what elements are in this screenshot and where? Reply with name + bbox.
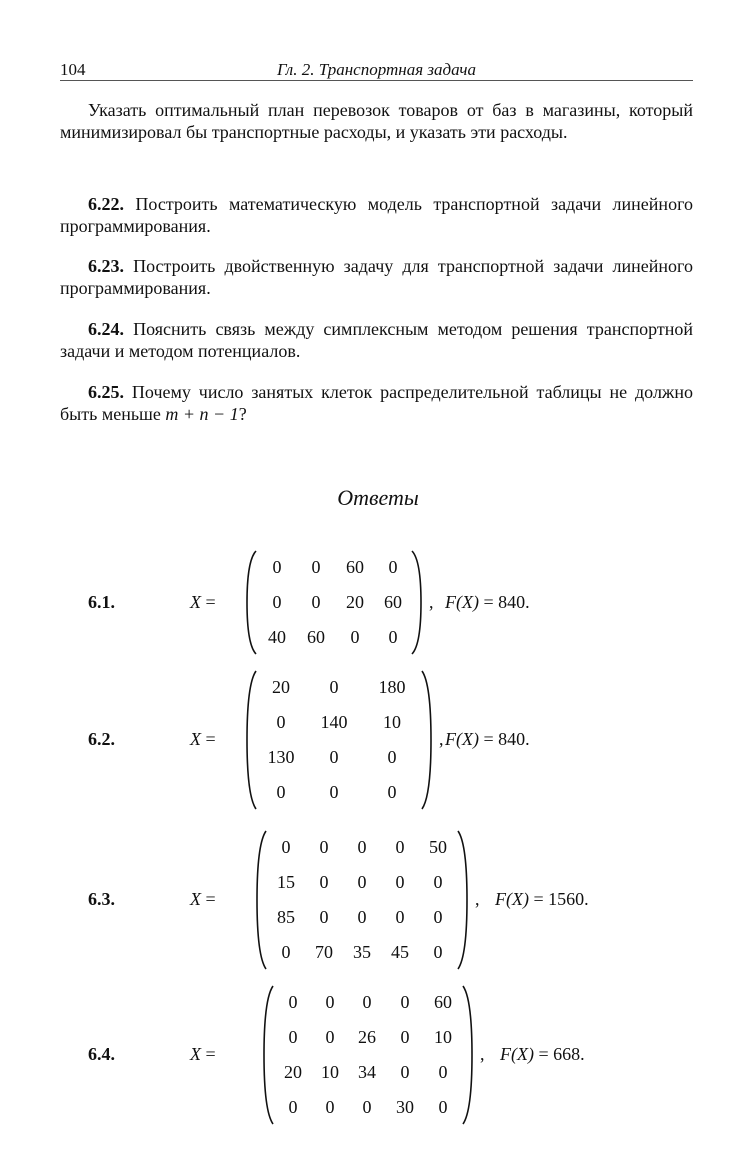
matrix-cell: 0 (362, 992, 372, 1012)
matrix-cell: 0 (395, 907, 405, 927)
matrix-cell: 20 (272, 677, 290, 697)
paragraph-text: Указать оптимальный план перевозок товаров от баз в магазины, который минимизировал бы транспортные расходы, и указать эти расходы. (60, 100, 693, 142)
matrix-cell: 0 (400, 1027, 410, 1047)
objective-number: = 840. (483, 591, 530, 612)
objective-label: F(X) (495, 889, 529, 909)
problem-6-24 (60, 318, 693, 362)
matrix-cell: 60 (346, 557, 364, 577)
matrix-variable (190, 1044, 216, 1065)
left-parenthesis (245, 670, 257, 810)
matrix-cell: 0 (438, 1097, 448, 1117)
matrix-variable (190, 889, 216, 910)
running-header (60, 58, 693, 81)
objective-number: = 840. (483, 729, 530, 749)
problem-6-23 (60, 255, 693, 299)
variable-name: X (190, 591, 201, 612)
matrix-cell: 0 (357, 907, 367, 927)
comma: , (475, 889, 480, 909)
problem-text: Пояснить связь между симплексным методом решения транспортной задачи и методом потенциалов. (60, 319, 694, 361)
objective-label: F(X) (500, 1044, 534, 1064)
matrix-cell: 34 (358, 1062, 376, 1082)
comma: , (439, 729, 444, 749)
matrix-cell: 0 (281, 837, 291, 857)
matrix-row (257, 775, 421, 810)
right-parenthesis (462, 985, 474, 1125)
matrix-cell: 0 (276, 712, 286, 732)
objective-value (500, 1044, 585, 1065)
running-title: Гл. 2. Транспортная задача (277, 60, 476, 79)
matrix-row (267, 830, 457, 865)
variable-name: X (190, 889, 201, 909)
matrix-cell: 0 (438, 1062, 448, 1082)
problem-label: 6.22. (88, 194, 124, 214)
equals-sign: = (205, 1044, 216, 1064)
objective-label: F(X) (445, 729, 479, 749)
matrix-cell: 0 (357, 872, 367, 892)
matrix-cell: 0 (329, 782, 339, 802)
matrix-cell: 10 (434, 1027, 452, 1047)
left-parenthesis (262, 985, 274, 1125)
answer-label: 6.4. (88, 1044, 115, 1064)
objective-number: = 668. (538, 1044, 585, 1064)
problem-text: Построить математическую модель транспортной задачи линейного программирования. (60, 194, 693, 236)
matrix-cell: 0 (311, 557, 321, 577)
variable-name: X (190, 1044, 201, 1064)
matrix-cell: 0 (433, 872, 443, 892)
matrix-cell: 70 (315, 942, 333, 962)
matrix-cell: 0 (272, 592, 282, 612)
right-parenthesis (421, 670, 433, 810)
matrix-row (267, 935, 457, 970)
matrix-cell: 0 (387, 747, 397, 767)
matrix-cell: 20 (346, 592, 364, 612)
matrix-row (267, 865, 457, 900)
matrix-row (257, 550, 411, 585)
matrix-cell: 0 (311, 592, 321, 612)
matrix-row (274, 1090, 462, 1125)
matrix-cell: 130 (267, 747, 295, 767)
answer-label: 6.2. (88, 729, 115, 749)
matrix-variable (190, 592, 216, 613)
matrix-row (257, 585, 411, 620)
matrix-row (274, 1020, 462, 1055)
comma: , (480, 1044, 485, 1064)
matrix-cell: 180 (378, 677, 406, 697)
matrix-cell: 0 (276, 782, 286, 802)
problem-6-25 (60, 381, 693, 425)
matrix-cell: 20 (284, 1062, 302, 1082)
matrix-cell: 0 (272, 557, 282, 577)
objective-value (445, 729, 530, 750)
matrix-cell: 0 (357, 837, 367, 857)
answer-label: 6.3. (88, 889, 115, 909)
matrix-cell: 0 (350, 627, 360, 647)
matrix (245, 670, 433, 810)
objective-number: = 1560. (533, 889, 589, 909)
matrix-cell: 0 (387, 782, 397, 802)
matrix-cell: 26 (358, 1027, 376, 1047)
matrix-cell: 0 (288, 1027, 298, 1047)
math-expression: m + n − 1 (165, 404, 239, 424)
matrix-cell: 60 (384, 592, 402, 612)
comma: , (429, 591, 434, 612)
matrix-cell: 0 (325, 1027, 335, 1047)
matrix-cell: 30 (396, 1097, 414, 1117)
matrix-cell: 40 (268, 627, 286, 647)
matrix-row (274, 985, 462, 1020)
matrix-cell: 0 (325, 1097, 335, 1117)
matrix-cell: 10 (383, 712, 401, 732)
answer-3 (0, 830, 756, 970)
matrix-cell: 0 (433, 907, 443, 927)
problem-text: Почему число занятых клеток распределительной таблицы не должно быть меньше (60, 382, 693, 424)
left-parenthesis (255, 830, 267, 970)
matrix-cell: 0 (433, 942, 443, 962)
problem-tail: ? (238, 404, 247, 424)
problem-label: 6.25. (88, 382, 124, 402)
matrix-cell: 0 (325, 992, 335, 1012)
matrix-cell: 10 (321, 1062, 339, 1082)
matrix-cell: 60 (434, 992, 452, 1012)
answer-4 (0, 985, 756, 1125)
page-number: 104 (60, 60, 86, 79)
matrix-cell: 0 (400, 992, 410, 1012)
objective-label: F(X) (445, 591, 479, 612)
matrix-cell: 0 (288, 1097, 298, 1117)
left-parenthesis (245, 550, 257, 655)
right-parenthesis (457, 830, 469, 970)
matrix-cell: 0 (395, 837, 405, 857)
answer-1 (0, 550, 756, 655)
equals-sign: = (205, 729, 216, 749)
matrix-cell: 0 (281, 942, 291, 962)
matrix-cell: 0 (388, 627, 398, 647)
answer-label: 6.1. (88, 591, 115, 612)
matrix-cell: 85 (277, 907, 295, 927)
matrix-cell: 35 (353, 942, 371, 962)
matrix-cell: 0 (319, 837, 329, 857)
matrix-cell: 15 (277, 872, 295, 892)
matrix-row (257, 620, 411, 655)
variable-name: X (190, 729, 201, 749)
answer-2 (0, 670, 756, 810)
matrix-cell: 0 (388, 557, 398, 577)
matrix-cell: 0 (362, 1097, 372, 1117)
matrix-cell: 0 (319, 872, 329, 892)
matrix (262, 985, 474, 1125)
matrix-cell: 50 (429, 837, 447, 857)
matrix-variable (190, 729, 216, 750)
matrix (245, 550, 423, 655)
problem-text: Построить двойственную задачу для транспортной задачи линейного программирования. (60, 256, 693, 298)
objective-value (445, 592, 530, 613)
matrix-cell: 0 (288, 992, 298, 1012)
matrix-row (267, 900, 457, 935)
matrix-cell: 0 (395, 872, 405, 892)
problem-6-22 (60, 193, 693, 237)
matrix-cell: 140 (320, 712, 348, 732)
equals-sign: = (205, 889, 216, 909)
paragraph-intro (60, 99, 693, 143)
matrix-cell: 0 (400, 1062, 410, 1082)
equals-sign: = (205, 591, 216, 612)
matrix-row (257, 740, 421, 775)
matrix (255, 830, 469, 970)
answers-heading: Ответы (337, 485, 419, 510)
matrix-cell: 0 (319, 907, 329, 927)
matrix-row (257, 705, 421, 740)
matrix-cell: 0 (329, 747, 339, 767)
objective-value (495, 889, 589, 910)
matrix-cell: 60 (307, 627, 325, 647)
matrix-cell: 45 (391, 942, 409, 962)
matrix-cell: 0 (329, 677, 339, 697)
right-parenthesis (411, 550, 423, 655)
matrix-row (257, 670, 421, 705)
problem-label: 6.23. (88, 256, 124, 276)
matrix-row (274, 1055, 462, 1090)
problem-label: 6.24. (88, 319, 124, 339)
